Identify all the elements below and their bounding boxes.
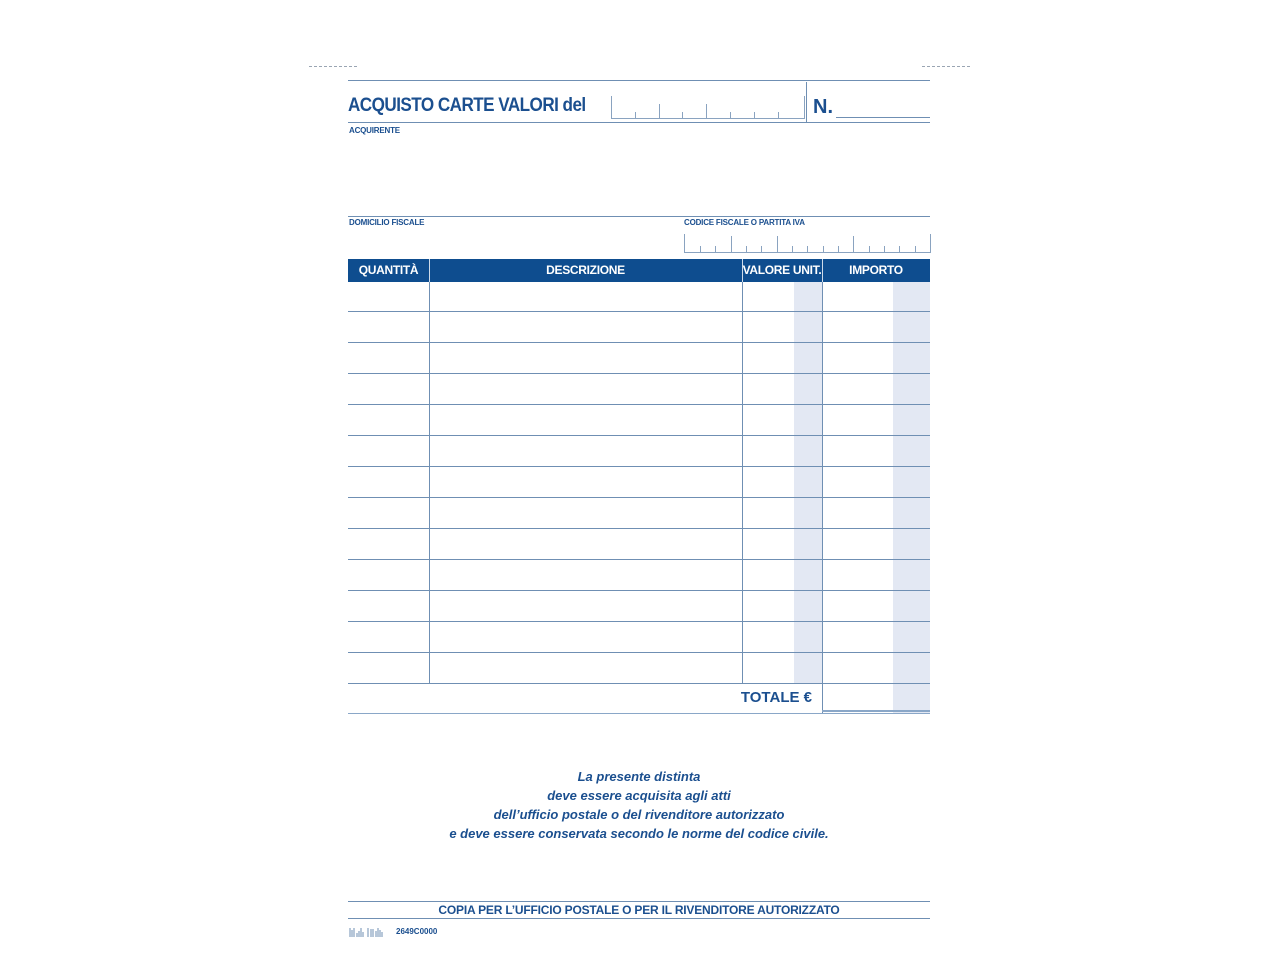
column-header-amount: IMPORTO: [849, 263, 903, 277]
table-row[interactable]: [348, 559, 930, 560]
tax-code-field[interactable]: [684, 234, 931, 253]
number-label: N.: [813, 96, 833, 118]
date-tick: [754, 112, 755, 118]
total-label: TOTALE €: [740, 689, 812, 706]
table-row[interactable]: [348, 590, 930, 591]
cut-mark-left: [309, 66, 357, 67]
table-row[interactable]: [348, 621, 930, 622]
tax-code-tick: [853, 236, 854, 252]
tax-code-tick: [884, 246, 885, 252]
table-row[interactable]: [348, 404, 930, 405]
brand-logo-icon: [349, 926, 391, 938]
title-underline: [348, 122, 930, 123]
date-tick: [706, 104, 707, 118]
top-rule: [348, 80, 930, 81]
notice-line: deve essere acquisita agli atti: [547, 788, 731, 803]
date-tick: [682, 112, 683, 118]
buyer-field[interactable]: [348, 138, 930, 214]
cut-mark-right: [922, 66, 970, 67]
number-field[interactable]: [836, 117, 930, 118]
tax-code-tick: [700, 246, 701, 252]
date-tick: [730, 112, 731, 118]
table-row[interactable]: [348, 652, 930, 653]
tax-domicile-label: DOMICILIO FISCALE: [349, 218, 425, 227]
tax-code-tick: [823, 246, 824, 252]
tax-code-tick: [899, 246, 900, 252]
buyer-label: ACQUIRENTE: [349, 126, 400, 135]
tax-code-tick: [746, 246, 747, 252]
tax-code-tick: [807, 246, 808, 252]
column-header-description: DESCRIZIONE: [546, 263, 625, 277]
tax-code-tick: [869, 246, 870, 252]
notice-line: La presente distinta: [577, 769, 701, 784]
table-row[interactable]: [348, 466, 930, 467]
footer-bottom-rule: [348, 918, 930, 919]
tax-code-tick: [777, 236, 778, 252]
column-header-unit-value: VALORE UNIT.: [742, 263, 822, 277]
domicile-rule: [348, 216, 930, 217]
table-row[interactable]: [348, 497, 930, 498]
table-row[interactable]: [348, 342, 930, 343]
table-row[interactable]: [348, 373, 930, 374]
notice-line: e deve essere conservata secondo le norme del codice civile.: [449, 826, 829, 841]
date-tick: [635, 112, 636, 118]
tax-code-tick: [731, 236, 732, 252]
total-underline: [348, 713, 930, 714]
header-separator: [806, 82, 807, 122]
product-code: 2649C0000: [396, 927, 438, 936]
table-row[interactable]: [348, 528, 930, 529]
table-header: [348, 259, 930, 282]
table-row[interactable]: [348, 435, 930, 436]
tax-code-tick: [838, 246, 839, 252]
tax-code-tick: [915, 246, 916, 252]
form-title: ACQUISTO CARTE VALORI del: [348, 95, 586, 116]
tax-code-tick: [761, 246, 762, 252]
tax-code-label: CODICE FISCALE O PARTITA IVA: [684, 218, 805, 227]
legal-notice: [348, 767, 930, 843]
notice-line: dell’ufficio postale o del rivenditore autorizzato: [493, 807, 785, 822]
tax-domicile-field[interactable]: [348, 230, 678, 254]
copy-designation: COPIA PER L’UFFICIO POSTALE O PER IL RIVENDITORE AUTORIZZATO: [438, 903, 840, 917]
footer-top-rule: [348, 901, 930, 902]
tax-code-tick: [715, 246, 716, 252]
date-field[interactable]: [611, 96, 805, 119]
tax-code-tick: [792, 246, 793, 252]
date-tick: [778, 112, 779, 118]
table-row[interactable]: [348, 311, 930, 312]
column-header-quantity: QUANTITÀ: [358, 263, 419, 277]
date-tick: [659, 104, 660, 118]
total-field[interactable]: [823, 684, 930, 712]
total-box-underline: [822, 710, 930, 712]
